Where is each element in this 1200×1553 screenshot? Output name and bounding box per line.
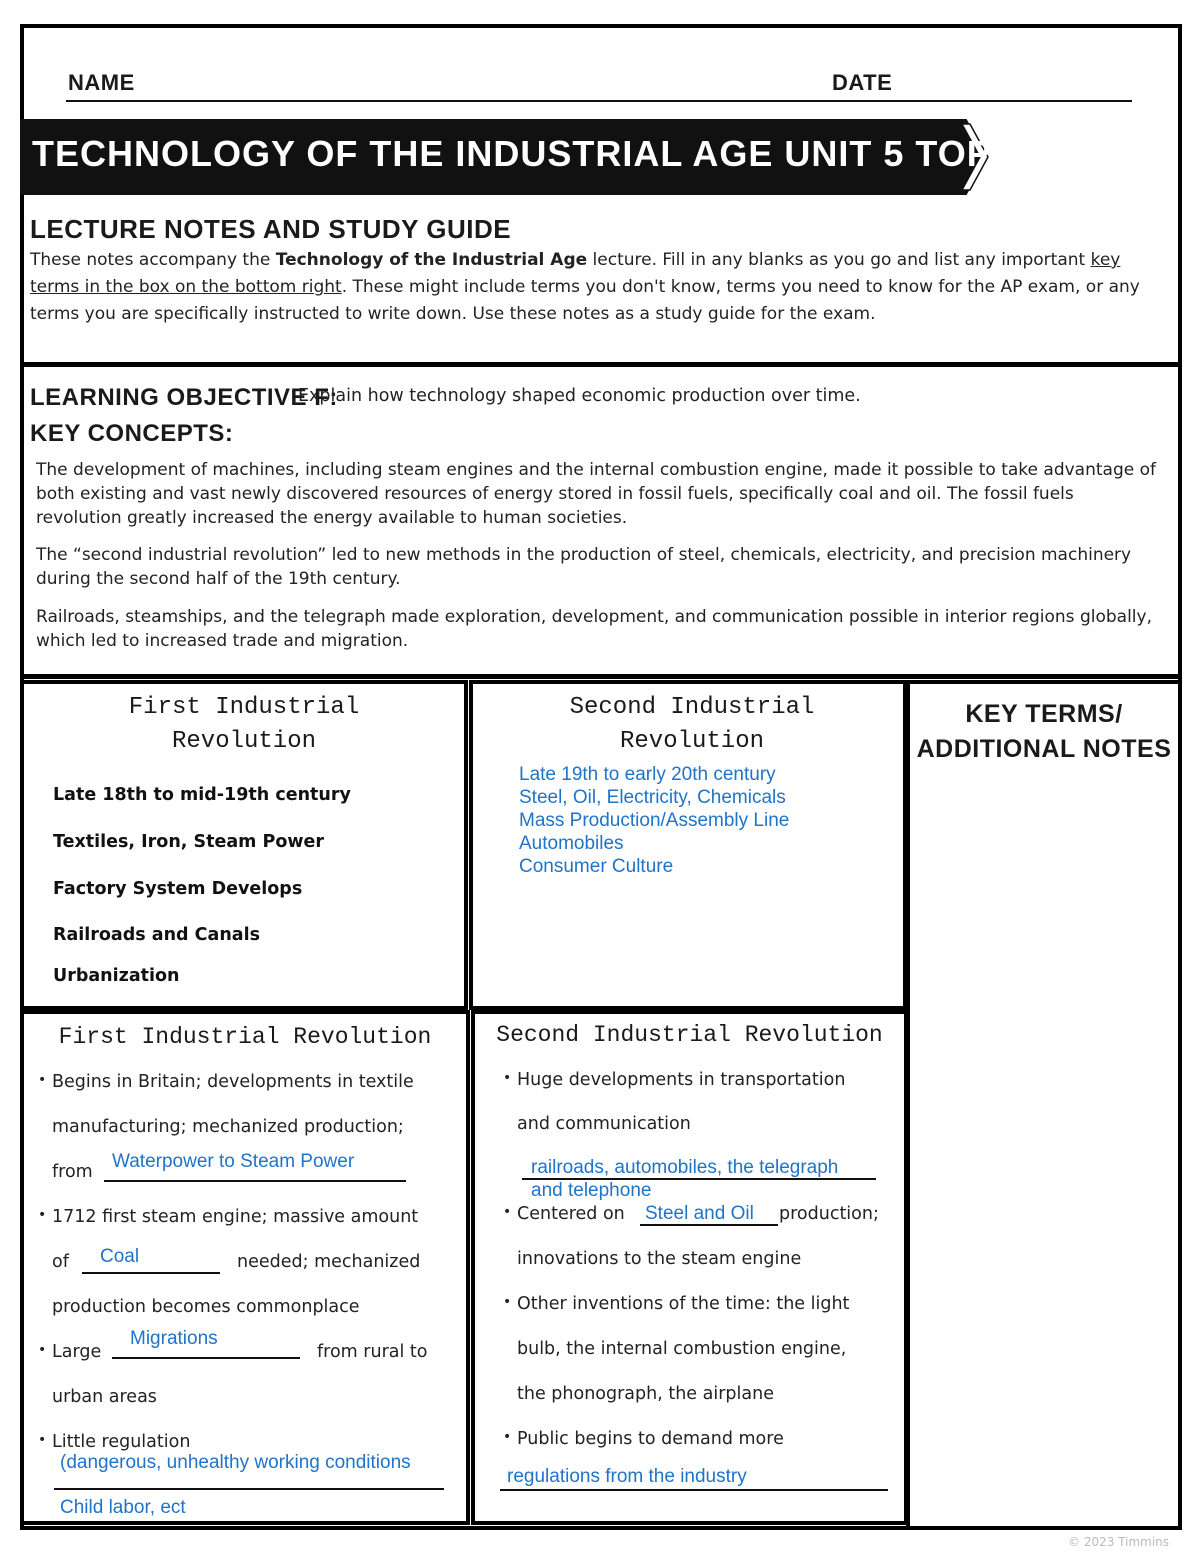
key-terms-heading-2: ADDITIONAL NOTES bbox=[916, 735, 1172, 763]
key-concepts-label: KEY CONCEPTS: bbox=[30, 420, 234, 447]
second-note-bullet: • Centered on bbox=[517, 1204, 625, 1224]
first-note-bullet: • Large bbox=[52, 1342, 101, 1362]
first-box-title-2: Revolution bbox=[171, 728, 317, 755]
blank-answer-steel-oil[interactable]: Steel and Oil bbox=[645, 1203, 754, 1224]
concept-1: The development of machines, including steam engines and the internal combustion engine, made it possible to take advantage of both existing and vast newly discovered resources of energy stored in fossil fuels, specifically coal and oil. The fossil fuels revolution greatly increased the energy available to human societies. bbox=[36, 460, 1156, 528]
copyright: © 2023 Timmins bbox=[1068, 1535, 1170, 1549]
blank-line bbox=[82, 1272, 220, 1274]
first-note-line: needed; mechanized bbox=[237, 1252, 421, 1272]
second-box-item: Automobiles bbox=[519, 833, 624, 854]
key-terms-heading-1: KEY TERMS/ bbox=[965, 700, 1123, 728]
second-box-item: Late 19th to early 20th century bbox=[519, 764, 776, 785]
first-note-line: from rural to bbox=[317, 1342, 428, 1362]
blank-answer-transport-2[interactable]: and telephone bbox=[531, 1180, 652, 1201]
second-note-bullet: • Other inventions of the time: the light bbox=[517, 1294, 849, 1314]
blank-answer-child-labor[interactable]: Child labor, ect bbox=[60, 1497, 186, 1518]
second-box-title-2: Revolution bbox=[619, 728, 765, 755]
second-box-item: Mass Production/Assembly Line bbox=[519, 810, 790, 831]
first-note-line: of bbox=[52, 1252, 69, 1272]
first-note-bullet: • 1712 first steam engine; massive amount bbox=[52, 1207, 418, 1227]
first-note-line: urban areas bbox=[52, 1387, 157, 1407]
second-notes-title: Second Industrial Revolution bbox=[496, 1022, 883, 1048]
first-box-item: Textiles, Iron, Steam Power bbox=[53, 832, 325, 852]
concept-3: Railroads, steamships, and the telegraph made exploration, development, and communication possible in interior regions globally, which led to increased trade and migration. bbox=[36, 607, 1152, 651]
second-note-line: innovations to the steam engine bbox=[517, 1249, 802, 1269]
blank-answer-coal[interactable]: Coal bbox=[100, 1246, 140, 1267]
first-note-line: production becomes commonplace bbox=[52, 1297, 360, 1317]
divider bbox=[20, 362, 1182, 367]
second-note-line: the phonograph, the airplane bbox=[517, 1384, 774, 1404]
second-note-bullet: • Huge developments in transportation bbox=[517, 1070, 845, 1090]
second-note-line: bulb, the internal combustion engine, bbox=[517, 1339, 847, 1359]
first-note-bullet: • Begins in Britain; developments in textile bbox=[52, 1072, 414, 1092]
concept-2: The “second industrial revolution” led to new methods in the production of steel, chemicals, electricity, and precision machinery during the second half of the 19th century. bbox=[36, 545, 1132, 589]
first-box-item: Late 18th to mid-19th century bbox=[53, 785, 351, 805]
second-box-title-1: Second Industrial bbox=[569, 694, 815, 721]
second-box-item: Steel, Oil, Electricity, Chemicals bbox=[519, 787, 786, 808]
first-note-bullet: • Little regulation bbox=[52, 1432, 190, 1452]
objective-text: Explain how technology shaped economic production over time. bbox=[298, 386, 861, 406]
first-note-line: from bbox=[52, 1162, 93, 1182]
first-note-line: manufacturing; mechanized production; bbox=[52, 1117, 404, 1137]
name-date-line[interactable] bbox=[66, 100, 1132, 102]
key-terms-box[interactable] bbox=[906, 680, 1182, 1530]
objective-label: LEARNING OBJECTIVE F: bbox=[30, 384, 338, 411]
second-note-line: production; bbox=[779, 1204, 879, 1224]
second-note-bullet: • Public begins to demand more bbox=[517, 1429, 784, 1449]
blank-answer-transport[interactable]: railroads, automobiles, the telegraph bbox=[531, 1157, 839, 1178]
blank-line bbox=[640, 1224, 778, 1226]
name-label: NAME bbox=[68, 70, 135, 95]
blank-answer-regulations[interactable]: regulations from the industry bbox=[507, 1466, 747, 1487]
blank-line bbox=[104, 1180, 406, 1182]
blank-answer-waterpower[interactable]: Waterpower to Steam Power bbox=[112, 1151, 355, 1172]
second-box-item: Consumer Culture bbox=[519, 856, 674, 877]
divider bbox=[20, 674, 1182, 679]
blank-line bbox=[54, 1488, 444, 1490]
intro-heading: LECTURE NOTES AND STUDY GUIDE bbox=[30, 214, 512, 244]
blank-line bbox=[500, 1489, 888, 1491]
first-box-title-1: First Industrial bbox=[128, 694, 360, 721]
blank-answer-conditions[interactable]: (dangerous, unhealthy working conditions bbox=[60, 1452, 411, 1473]
blank-answer-migrations[interactable]: Migrations bbox=[130, 1328, 218, 1349]
date-label: DATE bbox=[832, 70, 893, 95]
page-title: TECHNOLOGY OF THE INDUSTRIAL AGE UNIT 5 TOPIC 5 bbox=[32, 133, 1062, 174]
first-notes-title: First Industrial Revolution bbox=[58, 1024, 432, 1050]
intro-paragraph: These notes accompany the Technology of the Industrial Age lecture. Fill in any blanks as you go and list any important key terms in the box on the bottom right. These might include terms you don't know, terms you need to know for the AP exam, or any terms you are specifically instructed to write down. Use these notes as a study guide for the exam. bbox=[30, 250, 1140, 324]
blank-line bbox=[112, 1357, 300, 1359]
first-box-item: Factory System Develops bbox=[53, 879, 303, 899]
second-note-line: and communication bbox=[517, 1114, 691, 1134]
first-box-item: Urbanization bbox=[53, 966, 180, 986]
first-box-item: Railroads and Canals bbox=[53, 925, 261, 945]
